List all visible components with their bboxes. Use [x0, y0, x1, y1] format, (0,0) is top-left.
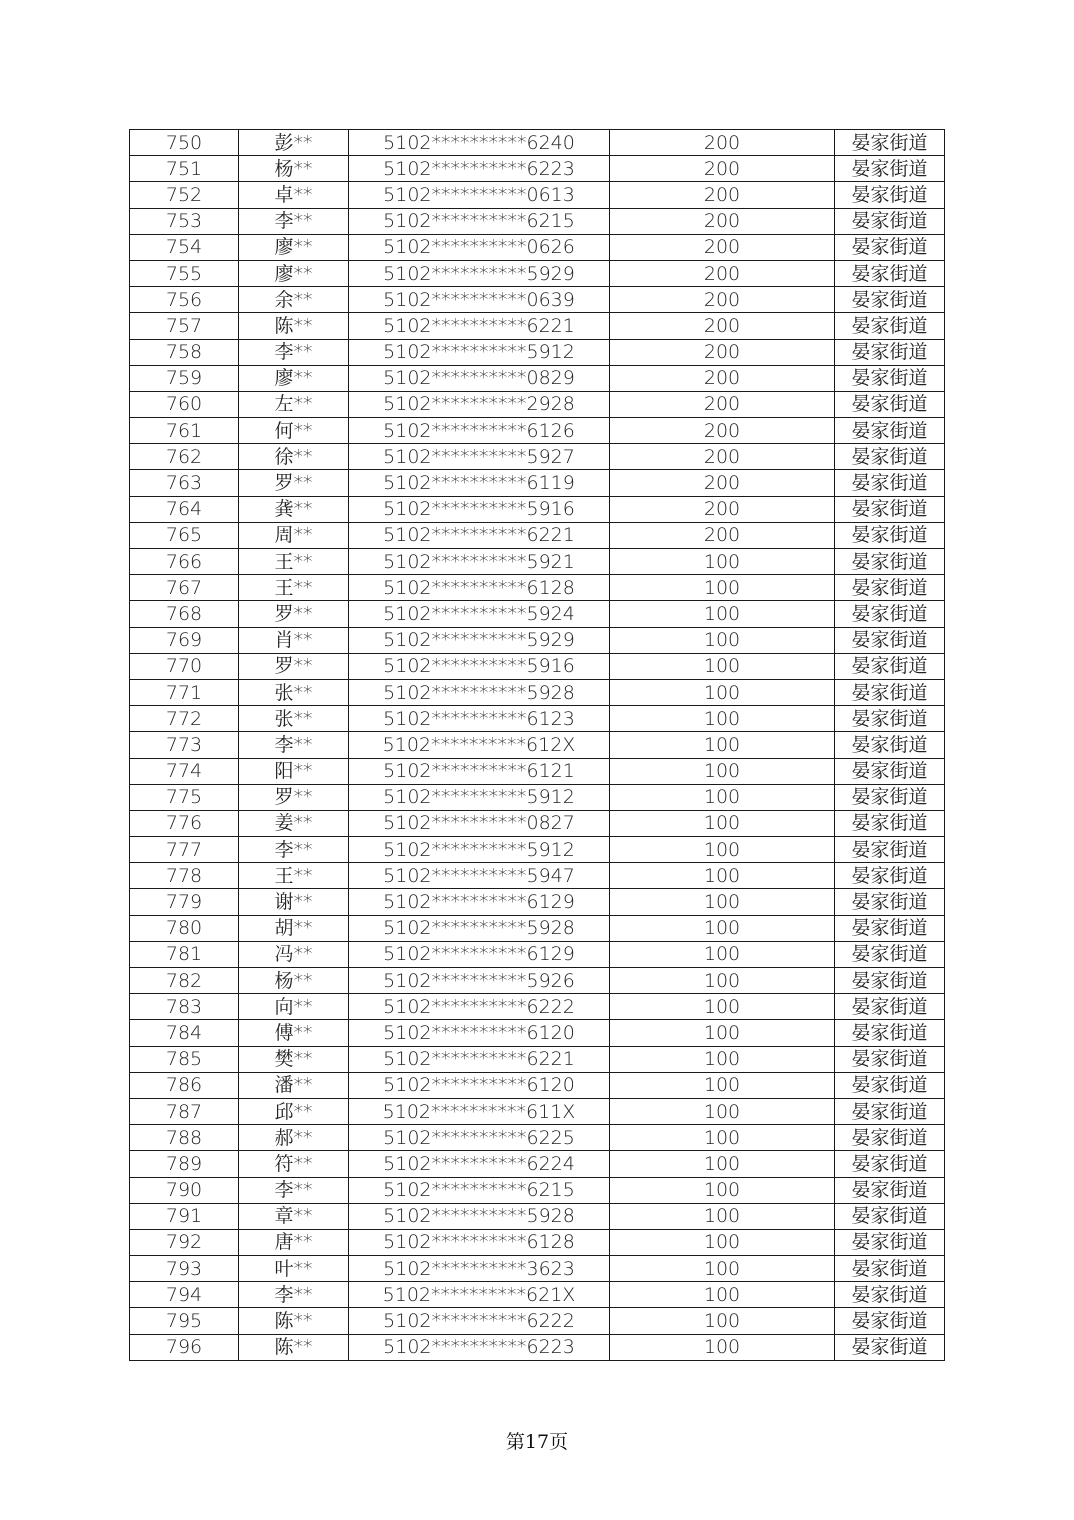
id-number-cell: 5102**********6222: [349, 994, 610, 1020]
amount-cell: 100: [610, 1177, 835, 1203]
amount-cell: 200: [610, 208, 835, 234]
area-cell: 晏家街道: [835, 679, 945, 705]
row-number-cell: 755: [130, 260, 239, 286]
area-cell: 晏家街道: [835, 575, 945, 601]
id-number-cell: 5102**********6120: [349, 1020, 610, 1046]
amount-cell: 200: [610, 130, 835, 156]
amount-cell: 100: [610, 1282, 835, 1308]
table-row: [130, 1177, 945, 1203]
id-number-cell: 5102**********0639: [349, 287, 610, 313]
amount-cell: 100: [610, 968, 835, 994]
name-cell: 李**: [239, 339, 349, 365]
name-cell: 张**: [239, 706, 349, 732]
row-number-cell: 757: [130, 313, 239, 339]
id-number-cell: 5102**********6128: [349, 575, 610, 601]
area-cell: 晏家街道: [835, 260, 945, 286]
id-number-cell: 5102**********6128: [349, 1229, 610, 1255]
id-number-cell: 5102**********612X: [349, 732, 610, 758]
table-row: [130, 837, 945, 863]
area-cell: 晏家街道: [835, 1334, 945, 1360]
area-cell: 晏家街道: [835, 365, 945, 391]
table-row: [130, 1256, 945, 1282]
id-number-cell: 5102**********6123: [349, 706, 610, 732]
row-number-cell: 760: [130, 391, 239, 417]
name-cell: 肖**: [239, 627, 349, 653]
area-cell: 晏家街道: [835, 522, 945, 548]
amount-cell: 200: [610, 365, 835, 391]
name-cell: 阳**: [239, 758, 349, 784]
row-number-cell: 792: [130, 1229, 239, 1255]
id-number-cell: 5102**********5916: [349, 496, 610, 522]
area-cell: 晏家街道: [835, 1046, 945, 1072]
area-cell: 晏家街道: [835, 889, 945, 915]
id-number-cell: 5102**********6129: [349, 889, 610, 915]
name-cell: 符**: [239, 1151, 349, 1177]
amount-cell: 200: [610, 496, 835, 522]
amount-cell: 100: [610, 575, 835, 601]
row-number-cell: 764: [130, 496, 239, 522]
name-cell: 胡**: [239, 915, 349, 941]
name-cell: 李**: [239, 1282, 349, 1308]
table-row: [130, 575, 945, 601]
row-number-cell: 778: [130, 863, 239, 889]
row-number-cell: 775: [130, 784, 239, 810]
amount-cell: 200: [610, 339, 835, 365]
area-cell: 晏家街道: [835, 1020, 945, 1046]
row-number-cell: 790: [130, 1177, 239, 1203]
area-cell: 晏家街道: [835, 915, 945, 941]
amount-cell: 100: [610, 549, 835, 575]
amount-cell: 100: [610, 994, 835, 1020]
id-number-cell: 5102**********5916: [349, 653, 610, 679]
id-number-cell: 5102**********0827: [349, 810, 610, 836]
area-cell: 晏家街道: [835, 287, 945, 313]
amount-cell: 100: [610, 784, 835, 810]
name-cell: 徐**: [239, 444, 349, 470]
row-number-cell: 759: [130, 365, 239, 391]
amount-cell: 100: [610, 601, 835, 627]
row-number-cell: 762: [130, 444, 239, 470]
table-row: [130, 994, 945, 1020]
id-number-cell: 5102**********6120: [349, 1072, 610, 1098]
table-row: [130, 391, 945, 417]
name-cell: 樊**: [239, 1046, 349, 1072]
area-cell: 晏家街道: [835, 1203, 945, 1229]
amount-cell: 100: [610, 1229, 835, 1255]
amount-cell: 200: [610, 470, 835, 496]
amount-cell: 200: [610, 182, 835, 208]
name-cell: 王**: [239, 575, 349, 601]
table-row: [130, 915, 945, 941]
id-number-cell: 5102**********6240: [349, 130, 610, 156]
id-number-cell: 5102**********5928: [349, 679, 610, 705]
id-number-cell: 5102**********0626: [349, 234, 610, 260]
amount-cell: 100: [610, 732, 835, 758]
amount-cell: 100: [610, 810, 835, 836]
table-row: [130, 208, 945, 234]
area-cell: 晏家街道: [835, 1151, 945, 1177]
row-number-cell: 787: [130, 1098, 239, 1124]
area-cell: 晏家街道: [835, 1072, 945, 1098]
table-row: [130, 1151, 945, 1177]
area-cell: 晏家街道: [835, 130, 945, 156]
area-cell: 晏家街道: [835, 496, 945, 522]
table-row: [130, 941, 945, 967]
row-number-cell: 795: [130, 1308, 239, 1334]
id-number-cell: 5102**********5947: [349, 863, 610, 889]
area-cell: 晏家街道: [835, 863, 945, 889]
name-cell: 周**: [239, 522, 349, 548]
table-row: [130, 287, 945, 313]
area-cell: 晏家街道: [835, 1125, 945, 1151]
table-row: [130, 784, 945, 810]
area-cell: 晏家街道: [835, 182, 945, 208]
amount-cell: 100: [610, 758, 835, 784]
area-cell: 晏家街道: [835, 1282, 945, 1308]
table-row: [130, 470, 945, 496]
id-number-cell: 5102**********5928: [349, 1203, 610, 1229]
amount-cell: 100: [610, 1046, 835, 1072]
table-row: [130, 810, 945, 836]
table-row: [130, 863, 945, 889]
row-number-cell: 785: [130, 1046, 239, 1072]
row-number-cell: 751: [130, 156, 239, 182]
amount-cell: 200: [610, 287, 835, 313]
amount-cell: 100: [610, 706, 835, 732]
id-number-cell: 5102**********6121: [349, 758, 610, 784]
id-number-cell: 5102**********2928: [349, 391, 610, 417]
id-number-cell: 5102**********6126: [349, 418, 610, 444]
name-cell: 李**: [239, 208, 349, 234]
row-number-cell: 771: [130, 679, 239, 705]
amount-cell: 200: [610, 234, 835, 260]
row-number-cell: 769: [130, 627, 239, 653]
table-row: [130, 365, 945, 391]
name-cell: 李**: [239, 732, 349, 758]
id-number-cell: 5102**********6223: [349, 156, 610, 182]
id-number-cell: 5102**********5929: [349, 260, 610, 286]
table-row: [130, 627, 945, 653]
name-cell: 向**: [239, 994, 349, 1020]
row-number-cell: 767: [130, 575, 239, 601]
table-row: [130, 1334, 945, 1360]
area-cell: 晏家街道: [835, 444, 945, 470]
area-cell: 晏家街道: [835, 732, 945, 758]
id-number-cell: 5102**********611X: [349, 1098, 610, 1124]
id-number-cell: 5102**********0829: [349, 365, 610, 391]
row-number-cell: 783: [130, 994, 239, 1020]
id-number-cell: 5102**********6221: [349, 313, 610, 339]
id-number-cell: 5102**********5929: [349, 627, 610, 653]
table-row: [130, 706, 945, 732]
row-number-cell: 789: [130, 1151, 239, 1177]
amount-cell: 100: [610, 863, 835, 889]
id-number-cell: 5102**********6222: [349, 1308, 610, 1334]
area-cell: 晏家街道: [835, 156, 945, 182]
name-cell: 王**: [239, 863, 349, 889]
table-row: [130, 339, 945, 365]
table-row: [130, 1229, 945, 1255]
name-cell: 龚**: [239, 496, 349, 522]
name-cell: 罗**: [239, 470, 349, 496]
row-number-cell: 779: [130, 889, 239, 915]
area-cell: 晏家街道: [835, 810, 945, 836]
table-row: [130, 601, 945, 627]
name-cell: 潘**: [239, 1072, 349, 1098]
row-number-cell: 773: [130, 732, 239, 758]
table-row: [130, 1125, 945, 1151]
name-cell: 王**: [239, 549, 349, 575]
table-row: [130, 1098, 945, 1124]
amount-cell: 100: [610, 1256, 835, 1282]
row-number-cell: 758: [130, 339, 239, 365]
row-number-cell: 788: [130, 1125, 239, 1151]
row-number-cell: 763: [130, 470, 239, 496]
area-cell: 晏家街道: [835, 234, 945, 260]
name-cell: 陈**: [239, 1334, 349, 1360]
area-cell: 晏家街道: [835, 758, 945, 784]
row-number-cell: 761: [130, 418, 239, 444]
name-cell: 冯**: [239, 941, 349, 967]
row-number-cell: 765: [130, 522, 239, 548]
row-number-cell: 794: [130, 1282, 239, 1308]
area-cell: 晏家街道: [835, 313, 945, 339]
row-number-cell: 784: [130, 1020, 239, 1046]
name-cell: 张**: [239, 679, 349, 705]
id-number-cell: 5102**********6221: [349, 522, 610, 548]
id-number-cell: 5102**********5928: [349, 915, 610, 941]
amount-cell: 200: [610, 444, 835, 470]
page-number: 第17页: [505, 1431, 569, 1453]
name-cell: 廖**: [239, 365, 349, 391]
table-row: [130, 496, 945, 522]
row-number-cell: 782: [130, 968, 239, 994]
area-cell: 晏家街道: [835, 418, 945, 444]
row-number-cell: 786: [130, 1072, 239, 1098]
row-number-cell: 780: [130, 915, 239, 941]
row-number-cell: 766: [130, 549, 239, 575]
row-number-cell: 781: [130, 941, 239, 967]
id-number-cell: 5102**********6119: [349, 470, 610, 496]
name-cell: 廖**: [239, 260, 349, 286]
name-cell: 杨**: [239, 156, 349, 182]
area-cell: 晏家街道: [835, 627, 945, 653]
name-cell: 李**: [239, 1177, 349, 1203]
amount-cell: 200: [610, 391, 835, 417]
table-row: [130, 1046, 945, 1072]
table-row: [130, 679, 945, 705]
id-number-cell: 5102**********5927: [349, 444, 610, 470]
table-row: [130, 1282, 945, 1308]
id-number-cell: 5102**********5912: [349, 339, 610, 365]
area-cell: 晏家街道: [835, 339, 945, 365]
row-number-cell: 796: [130, 1334, 239, 1360]
name-cell: 余**: [239, 287, 349, 313]
row-number-cell: 793: [130, 1256, 239, 1282]
table-row: [130, 234, 945, 260]
amount-cell: 100: [610, 1072, 835, 1098]
table-row: [130, 732, 945, 758]
amount-cell: 100: [610, 1334, 835, 1360]
table-row: [130, 653, 945, 679]
id-number-cell: 5102**********5912: [349, 784, 610, 810]
area-cell: 晏家街道: [835, 1308, 945, 1334]
area-cell: 晏家街道: [835, 941, 945, 967]
name-cell: 何**: [239, 418, 349, 444]
area-cell: 晏家街道: [835, 208, 945, 234]
row-number-cell: 791: [130, 1203, 239, 1229]
name-cell: 唐**: [239, 1229, 349, 1255]
table-row: [130, 1308, 945, 1334]
name-cell: 彭**: [239, 130, 349, 156]
id-number-cell: 5102**********6224: [349, 1151, 610, 1177]
name-cell: 罗**: [239, 653, 349, 679]
id-number-cell: 5102**********6129: [349, 941, 610, 967]
area-cell: 晏家街道: [835, 391, 945, 417]
row-number-cell: 754: [130, 234, 239, 260]
name-cell: 杨**: [239, 968, 349, 994]
amount-cell: 100: [610, 837, 835, 863]
name-cell: 陈**: [239, 313, 349, 339]
area-cell: 晏家街道: [835, 968, 945, 994]
amount-cell: 100: [610, 1020, 835, 1046]
area-cell: 晏家街道: [835, 549, 945, 575]
amount-cell: 100: [610, 653, 835, 679]
roster-table: [129, 129, 945, 1361]
table-row: [130, 130, 945, 156]
name-cell: 叶**: [239, 1256, 349, 1282]
id-number-cell: 5102**********5921: [349, 549, 610, 575]
amount-cell: 100: [610, 1308, 835, 1334]
table-row: [130, 182, 945, 208]
table-row: [130, 1072, 945, 1098]
table-row: [130, 418, 945, 444]
row-number-cell: 752: [130, 182, 239, 208]
table-row: [130, 889, 945, 915]
name-cell: 罗**: [239, 784, 349, 810]
name-cell: 廖**: [239, 234, 349, 260]
area-cell: 晏家街道: [835, 1098, 945, 1124]
area-cell: 晏家街道: [835, 706, 945, 732]
amount-cell: 200: [610, 156, 835, 182]
id-number-cell: 5102**********3623: [349, 1256, 610, 1282]
row-number-cell: 756: [130, 287, 239, 313]
id-number-cell: 5102**********6223: [349, 1334, 610, 1360]
name-cell: 章**: [239, 1203, 349, 1229]
id-number-cell: 5102**********621X: [349, 1282, 610, 1308]
name-cell: 邱**: [239, 1098, 349, 1124]
name-cell: 郝**: [239, 1125, 349, 1151]
id-number-cell: 5102**********5912: [349, 837, 610, 863]
id-number-cell: 5102**********6215: [349, 208, 610, 234]
name-cell: 罗**: [239, 601, 349, 627]
amount-cell: 100: [610, 679, 835, 705]
amount-cell: 200: [610, 418, 835, 444]
name-cell: 姜**: [239, 810, 349, 836]
row-number-cell: 768: [130, 601, 239, 627]
area-cell: 晏家街道: [835, 1256, 945, 1282]
row-number-cell: 777: [130, 837, 239, 863]
name-cell: 卓**: [239, 182, 349, 208]
area-cell: 晏家街道: [835, 470, 945, 496]
amount-cell: 200: [610, 313, 835, 339]
row-number-cell: 772: [130, 706, 239, 732]
amount-cell: 100: [610, 941, 835, 967]
area-cell: 晏家街道: [835, 837, 945, 863]
id-number-cell: 5102**********0613: [349, 182, 610, 208]
row-number-cell: 770: [130, 653, 239, 679]
table-row: [130, 522, 945, 548]
name-cell: 谢**: [239, 889, 349, 915]
area-cell: 晏家街道: [835, 1229, 945, 1255]
amount-cell: 200: [610, 522, 835, 548]
name-cell: 左**: [239, 391, 349, 417]
amount-cell: 200: [610, 260, 835, 286]
name-cell: 李**: [239, 837, 349, 863]
amount-cell: 100: [610, 1098, 835, 1124]
table-row: [130, 1203, 945, 1229]
name-cell: 陈**: [239, 1308, 349, 1334]
row-number-cell: 776: [130, 810, 239, 836]
id-number-cell: 5102**********5926: [349, 968, 610, 994]
amount-cell: 100: [610, 1203, 835, 1229]
id-number-cell: 5102**********5924: [349, 601, 610, 627]
area-cell: 晏家街道: [835, 601, 945, 627]
row-number-cell: 750: [130, 130, 239, 156]
amount-cell: 100: [610, 889, 835, 915]
row-number-cell: 753: [130, 208, 239, 234]
name-cell: 傅**: [239, 1020, 349, 1046]
area-cell: 晏家街道: [835, 994, 945, 1020]
area-cell: 晏家街道: [835, 784, 945, 810]
table-row: [130, 156, 945, 182]
table-row: [130, 968, 945, 994]
roster-table-body: [130, 130, 945, 1361]
amount-cell: 100: [610, 915, 835, 941]
area-cell: 晏家街道: [835, 1177, 945, 1203]
id-number-cell: 5102**********6221: [349, 1046, 610, 1072]
table-row: [130, 758, 945, 784]
table-row: [130, 549, 945, 575]
id-number-cell: 5102**********6215: [349, 1177, 610, 1203]
row-number-cell: 774: [130, 758, 239, 784]
table-row: [130, 313, 945, 339]
id-number-cell: 5102**********6225: [349, 1125, 610, 1151]
table-row: [130, 444, 945, 470]
amount-cell: 100: [610, 1125, 835, 1151]
table-row: [130, 1020, 945, 1046]
table-row: [130, 260, 945, 286]
amount-cell: 100: [610, 627, 835, 653]
area-cell: 晏家街道: [835, 653, 945, 679]
amount-cell: 100: [610, 1151, 835, 1177]
